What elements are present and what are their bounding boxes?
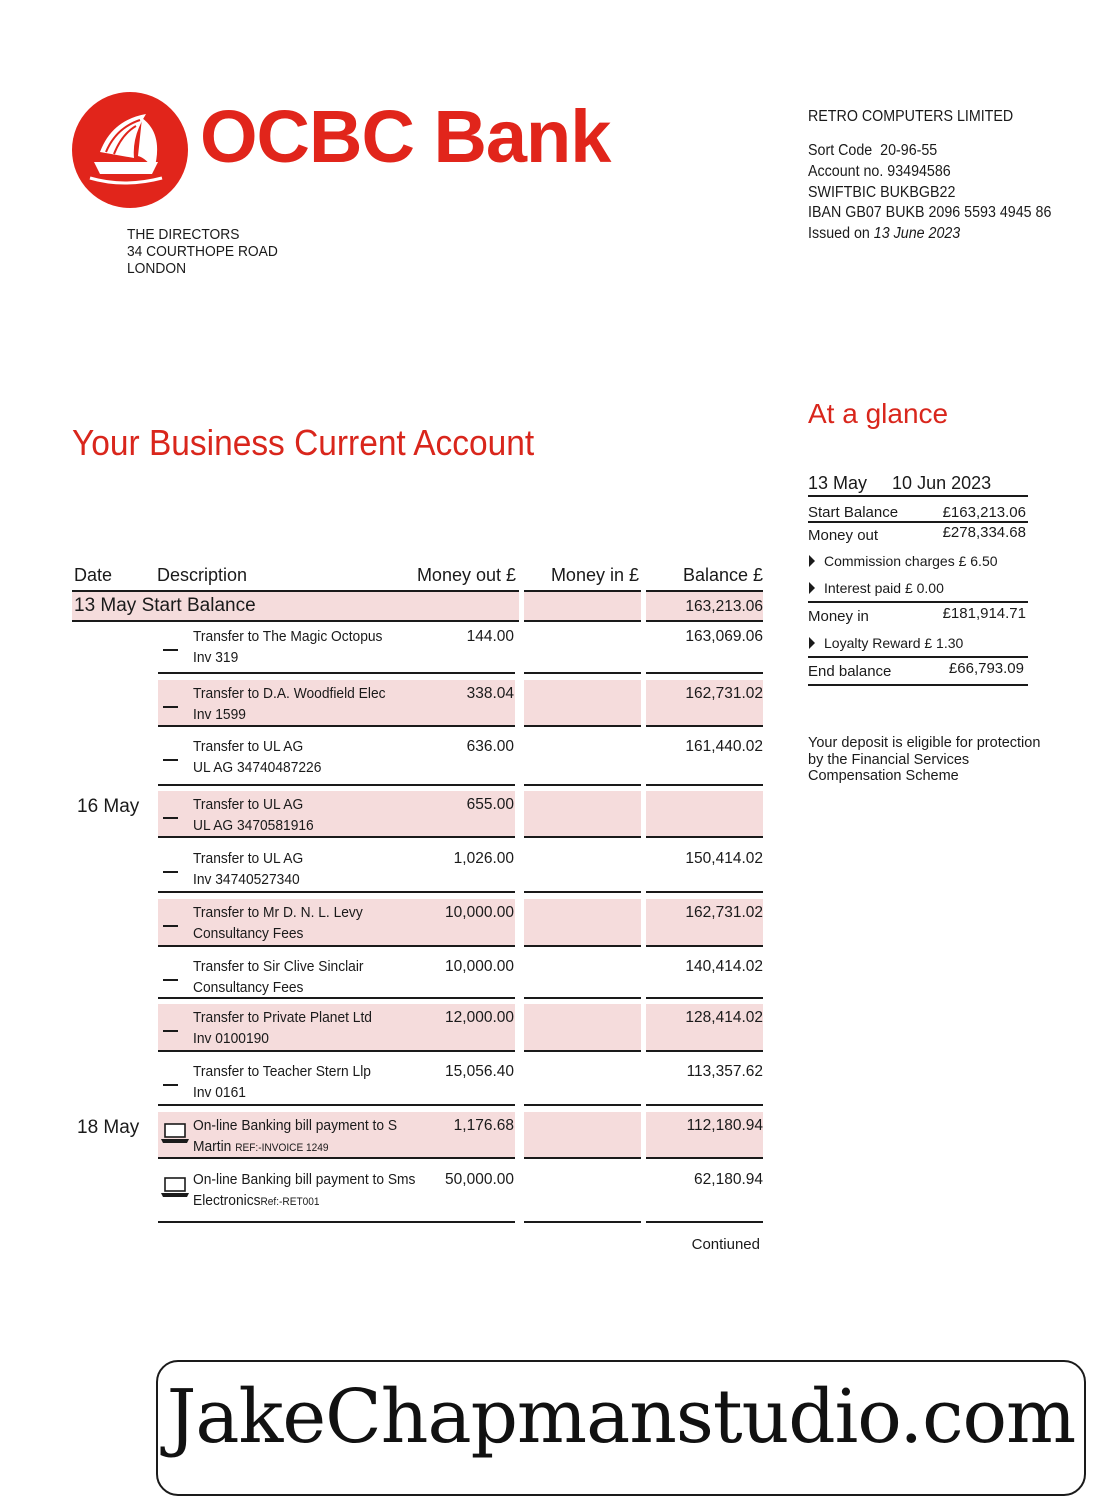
continued-label: Contiuned (691, 1236, 760, 1253)
address-line: THE DIRECTORS (127, 226, 240, 243)
loyalty-row: Loyalty Reward £ 1.30 (808, 629, 1028, 658)
money-in-value: £181,914.71 (942, 604, 1026, 622)
row-description: On-line Banking bill payment to S Martin REF:-INVOICE 1249 (193, 1117, 398, 1155)
start-balance-label: 13 May Start Balance (74, 595, 256, 616)
address-line: LONDON (127, 260, 187, 277)
shade-cell (524, 733, 641, 786)
iban-row: IBAN GB07 BUKB 2096 5593 4945 86 (808, 204, 1052, 222)
row-description: On-line Banking bill payment to Sms ElectronicsRef:-RET001 (193, 1171, 416, 1209)
row-description: Transfer to The Magic Octopus Inv 319 (193, 628, 383, 666)
transfer-dash-icon (163, 706, 178, 708)
transfer-dash-icon (163, 759, 178, 761)
transfer-dash-icon (163, 649, 178, 651)
header-money-in: Money in £ (550, 565, 639, 585)
glance-summary (808, 472, 1028, 686)
transfer-dash-icon (163, 1030, 178, 1032)
row-balance: 162,731.02 (685, 904, 763, 921)
swift-code: BUKBGB22 (880, 183, 956, 201)
start-balance-row: Start Balance £163,213.06 (808, 497, 1028, 523)
date-label: 18 May (77, 1117, 140, 1138)
row-description: Transfer to Sir Clive Sinclair Consultancy Fees (193, 958, 364, 996)
row-money-out: 10,000.00 (445, 904, 514, 921)
address-line: 34 COURTHOPE ROAD (127, 243, 278, 260)
row-description: Transfer to Mr D. N. L. Levy Consultancy Fees (193, 904, 363, 942)
row-description: Transfer to D.A. Woodfield Elec Inv 1599 (193, 685, 386, 723)
bank-name: OCBC Bank (200, 95, 611, 178)
bullet-triangle-icon (809, 582, 815, 594)
row-balance: 128,414.02 (685, 1009, 763, 1026)
recipient-address (127, 226, 278, 277)
row-balance: 113,357.62 (686, 1063, 763, 1080)
page-title: Your Business Current Account (72, 422, 535, 463)
row-balance: 162,731.02 (685, 685, 763, 702)
transfer-dash-icon (163, 1084, 178, 1086)
row-money-out: 12,000.00 (445, 1009, 514, 1026)
shade-cell (524, 845, 641, 893)
transfer-dash-icon (163, 979, 178, 981)
row-balance: 112,180.94 (686, 1117, 763, 1134)
company-name: RETRO COMPUTERS LIMITED (808, 108, 1014, 125)
statement-period: 13 May 10 Jun 2023 (808, 472, 1028, 497)
shade-cell (524, 1058, 641, 1106)
iban: GB07 BUKB 2096 5593 4945 86 (845, 204, 1052, 222)
header-date: Date (74, 565, 113, 585)
transfer-dash-icon (163, 871, 178, 873)
shade-cell (524, 680, 641, 727)
date-label: 16 May (77, 796, 140, 817)
shade-cell (646, 791, 763, 838)
money-out-value: £278,334.68 (942, 523, 1026, 541)
shade-cell (524, 1112, 641, 1159)
row-money-out: 1,026.00 (453, 850, 514, 867)
row-money-out: 338.04 (466, 685, 514, 702)
end-balance-row: End balance £66,793.09 (808, 658, 1028, 686)
row-money-out: 50,000.00 (445, 1171, 514, 1188)
row-money-out: 636.00 (466, 738, 514, 755)
row-description: Transfer to Private Planet Ltd Inv 0100190 (193, 1009, 372, 1047)
row-money-out: 1,176.68 (453, 1117, 514, 1134)
row-balance: 140,414.02 (685, 958, 763, 975)
row-money-out: 15,056.40 (445, 1063, 514, 1080)
account-details (808, 108, 1051, 245)
row-description: Transfer to Teacher Stern Llp Inv 0161 (193, 1063, 371, 1101)
payment-reference: REF:-INVOICE 1249 (235, 1142, 329, 1154)
rule (72, 620, 519, 622)
header-money-out: Money out £ (416, 565, 516, 585)
bullet-triangle-icon (809, 637, 815, 649)
shade-cell (524, 1166, 641, 1223)
header-balance: Balance £ (682, 565, 763, 585)
row-balance: 150,414.02 (685, 850, 763, 867)
sort-code: 20-96-55 (880, 142, 938, 159)
row-description: Transfer to UL AG UL AG 3470581916 (193, 796, 314, 834)
row-money-out: 655.00 (466, 796, 514, 813)
laptop-icon (160, 1122, 190, 1144)
money-in-row: Money in £181,914.71 (808, 604, 1026, 625)
account-number: 93494586 (887, 162, 951, 180)
payment-reference: Ref:-RET001 (260, 1196, 320, 1208)
header-description: Description (157, 565, 248, 585)
glance-title: At a glance (808, 398, 949, 429)
interest-row: Interest paid £ 0.00 (808, 574, 1028, 603)
issued-row: Issued on 13 June 2023 (808, 225, 961, 243)
swift-row: SWIFTBIC BUKBGB22 (808, 183, 956, 201)
end-balance-value: £66,793.09 (948, 659, 1024, 677)
issued-date: 13 June 2023 (873, 225, 961, 243)
transfer-dash-icon (163, 925, 178, 927)
transfer-dash-icon (163, 817, 178, 819)
row-money-out: 10,000.00 (445, 958, 514, 975)
account-number-row: Account no. 93494586 (808, 162, 951, 180)
shade-cell (524, 953, 641, 999)
bullet-triangle-icon (809, 555, 815, 567)
start-balance-value: £163,213.06 (942, 504, 1026, 521)
row-balance: 161,440.02 (685, 738, 763, 755)
row-description: Transfer to UL AG Inv 34740527340 (193, 850, 304, 888)
shade-cell (524, 592, 641, 620)
ocbc-logo-icon (72, 92, 188, 208)
shade-cell (524, 623, 641, 674)
commission-row: Commission charges £ 6.50 (808, 547, 1028, 574)
shade-cell (524, 791, 641, 838)
sort-code-row: Sort Code 20-96-55 (808, 142, 938, 159)
money-out-row: Money out £278,334.68 (808, 523, 1026, 544)
row-money-out: 144.00 (466, 628, 514, 645)
shade-cell (524, 1004, 641, 1052)
protection-note: Your deposit is eligible for protection by the Financial Services Compensation Scheme (808, 735, 1041, 784)
start-balance-amount: 163,213.06 (685, 598, 763, 615)
laptop-icon (160, 1176, 190, 1198)
rule (646, 620, 763, 622)
row-description: Transfer to UL AG UL AG 34740487226 (193, 738, 322, 776)
row-balance: 163,069.06 (685, 628, 763, 645)
shade-cell (524, 899, 641, 947)
row-balance: 62,180.94 (694, 1171, 763, 1188)
watermark-text: JakeChapmanstudio.com (166, 1374, 1076, 1460)
rule (524, 620, 641, 622)
